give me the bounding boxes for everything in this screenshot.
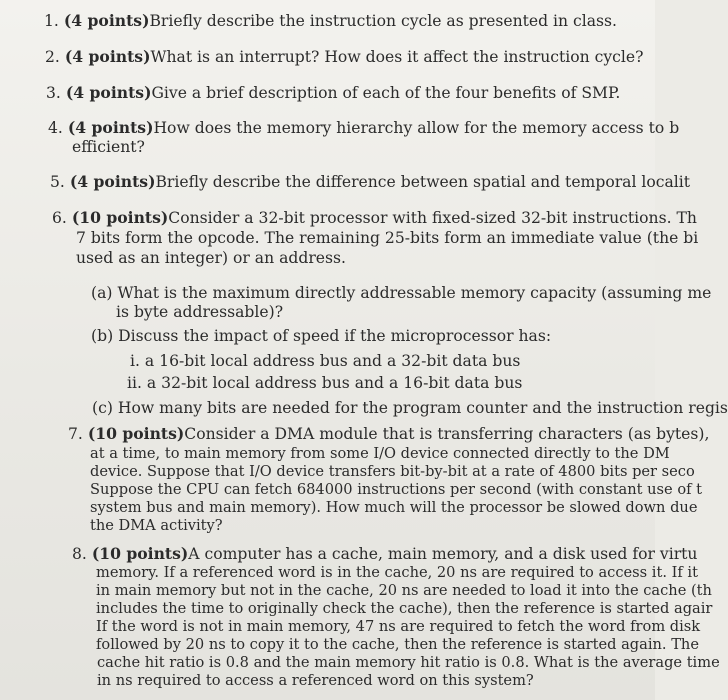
question-points: (4 points) [63, 11, 150, 30]
question-1 [44, 12, 617, 31]
part-text: Discuss the impact of speed if the microprocessor has: [118, 327, 552, 345]
part-label: ii. [127, 374, 142, 392]
part-text: How many bits are needed for the program counter and the instruction regis [117, 399, 728, 417]
question-text: How does the memory hierarchy allow for the memory access to b [153, 119, 680, 137]
question-7-continuation: system bus and main memory). How much will the processor be slowed down due [90, 499, 698, 516]
question-5 [50, 173, 690, 192]
question-4-continuation: efficient? [72, 138, 145, 156]
question-6b-i [130, 352, 520, 371]
question-points: (4 points) [64, 47, 151, 66]
question-8-continuation: cache hit ratio is 0.8 and the main memory hit ratio is 0.8. What is the average time [97, 654, 720, 671]
question-number: 1. [44, 12, 59, 30]
part-label: (c) [92, 399, 113, 417]
part-label: (b) [91, 327, 114, 345]
question-7 [68, 425, 709, 444]
question-points: (4 points) [69, 172, 156, 191]
question-text: Consider a DMA module that is transferring characters (as bytes), [184, 425, 710, 443]
question-number: 4. [48, 119, 63, 137]
part-text: a 32-bit local address bus and a 16-bit data bus [146, 374, 523, 392]
question-8-continuation: followed by 20 ns to copy it to the cache, then the reference is started again. The [96, 636, 699, 653]
question-7-continuation: the DMA activity? [90, 517, 223, 534]
question-6-continuation: 7 bits form the opcode. The remaining 25-bits form an immediate value (the bi [76, 229, 699, 247]
question-7-continuation: Suppose the CPU can fetch 684000 instructions per second (with constant use of t [90, 481, 703, 498]
question-6 [52, 209, 697, 228]
question-3 [46, 84, 620, 103]
question-6b [91, 327, 551, 346]
question-points: (10 points) [87, 424, 185, 443]
question-8-continuation: If the word is not in main memory, 47 ns are required to fetch the word from disk [96, 618, 701, 635]
question-text: Briefly describe the instruction cycle as presented in class. [149, 12, 618, 30]
question-points: (10 points) [71, 208, 169, 227]
question-points: (10 points) [91, 544, 189, 563]
question-8-continuation: includes the time to originally check the cache), then the reference is started agair [96, 600, 713, 617]
question-points: (4 points) [67, 118, 154, 137]
question-4 [48, 119, 679, 138]
question-text: Briefly describe the difference between spatial and temporal localit [155, 173, 691, 191]
question-8-continuation: memory. If a referenced word is in the cache, 20 ns are required to access it. If it [96, 564, 698, 581]
question-6-continuation: used as an integer) or an address. [76, 249, 346, 267]
question-number: 7. [68, 425, 83, 443]
question-6a-continuation: is byte addressable)? [116, 303, 284, 321]
question-number: 3. [46, 84, 61, 102]
question-number: 6. [52, 209, 67, 227]
question-6a [91, 284, 711, 303]
part-text: What is the maximum directly addressable memory capacity (assuming me [117, 284, 712, 302]
question-7-continuation: device. Suppose that I/O device transfers bit-by-bit at a rate of 4800 bits per seco [90, 463, 695, 480]
question-text: What is an interrupt? How does it affect the instruction cycle? [150, 48, 644, 66]
question-number: 8. [72, 545, 87, 563]
question-text: Consider a 32-bit processor with fixed-sized 32-bit instructions. Th [168, 209, 697, 227]
question-7-continuation: at a time, to main memory from some I/O device connected directly to the DM [90, 445, 670, 462]
question-text: Give a brief description of each of the four benefits of SMP. [151, 84, 621, 102]
part-text: a 16-bit local address bus and a 32-bit data bus [144, 352, 521, 370]
question-points: (4 points) [65, 83, 152, 102]
question-text: A computer has a cache, main memory, and a disk used for virtu [188, 545, 698, 563]
question-number: 5. [50, 173, 65, 191]
part-label: i. [130, 352, 140, 370]
question-number: 2. [45, 48, 60, 66]
question-6c [92, 399, 728, 418]
question-8 [72, 545, 697, 564]
question-6b-ii [127, 374, 522, 393]
question-8-continuation: in main memory but not in the cache, 20 ns are needed to load it into the cache (th [96, 582, 712, 599]
part-label: (a) [91, 284, 113, 302]
question-2 [45, 48, 643, 67]
question-8-continuation: in ns required to access a referenced word on this system? [97, 672, 534, 689]
